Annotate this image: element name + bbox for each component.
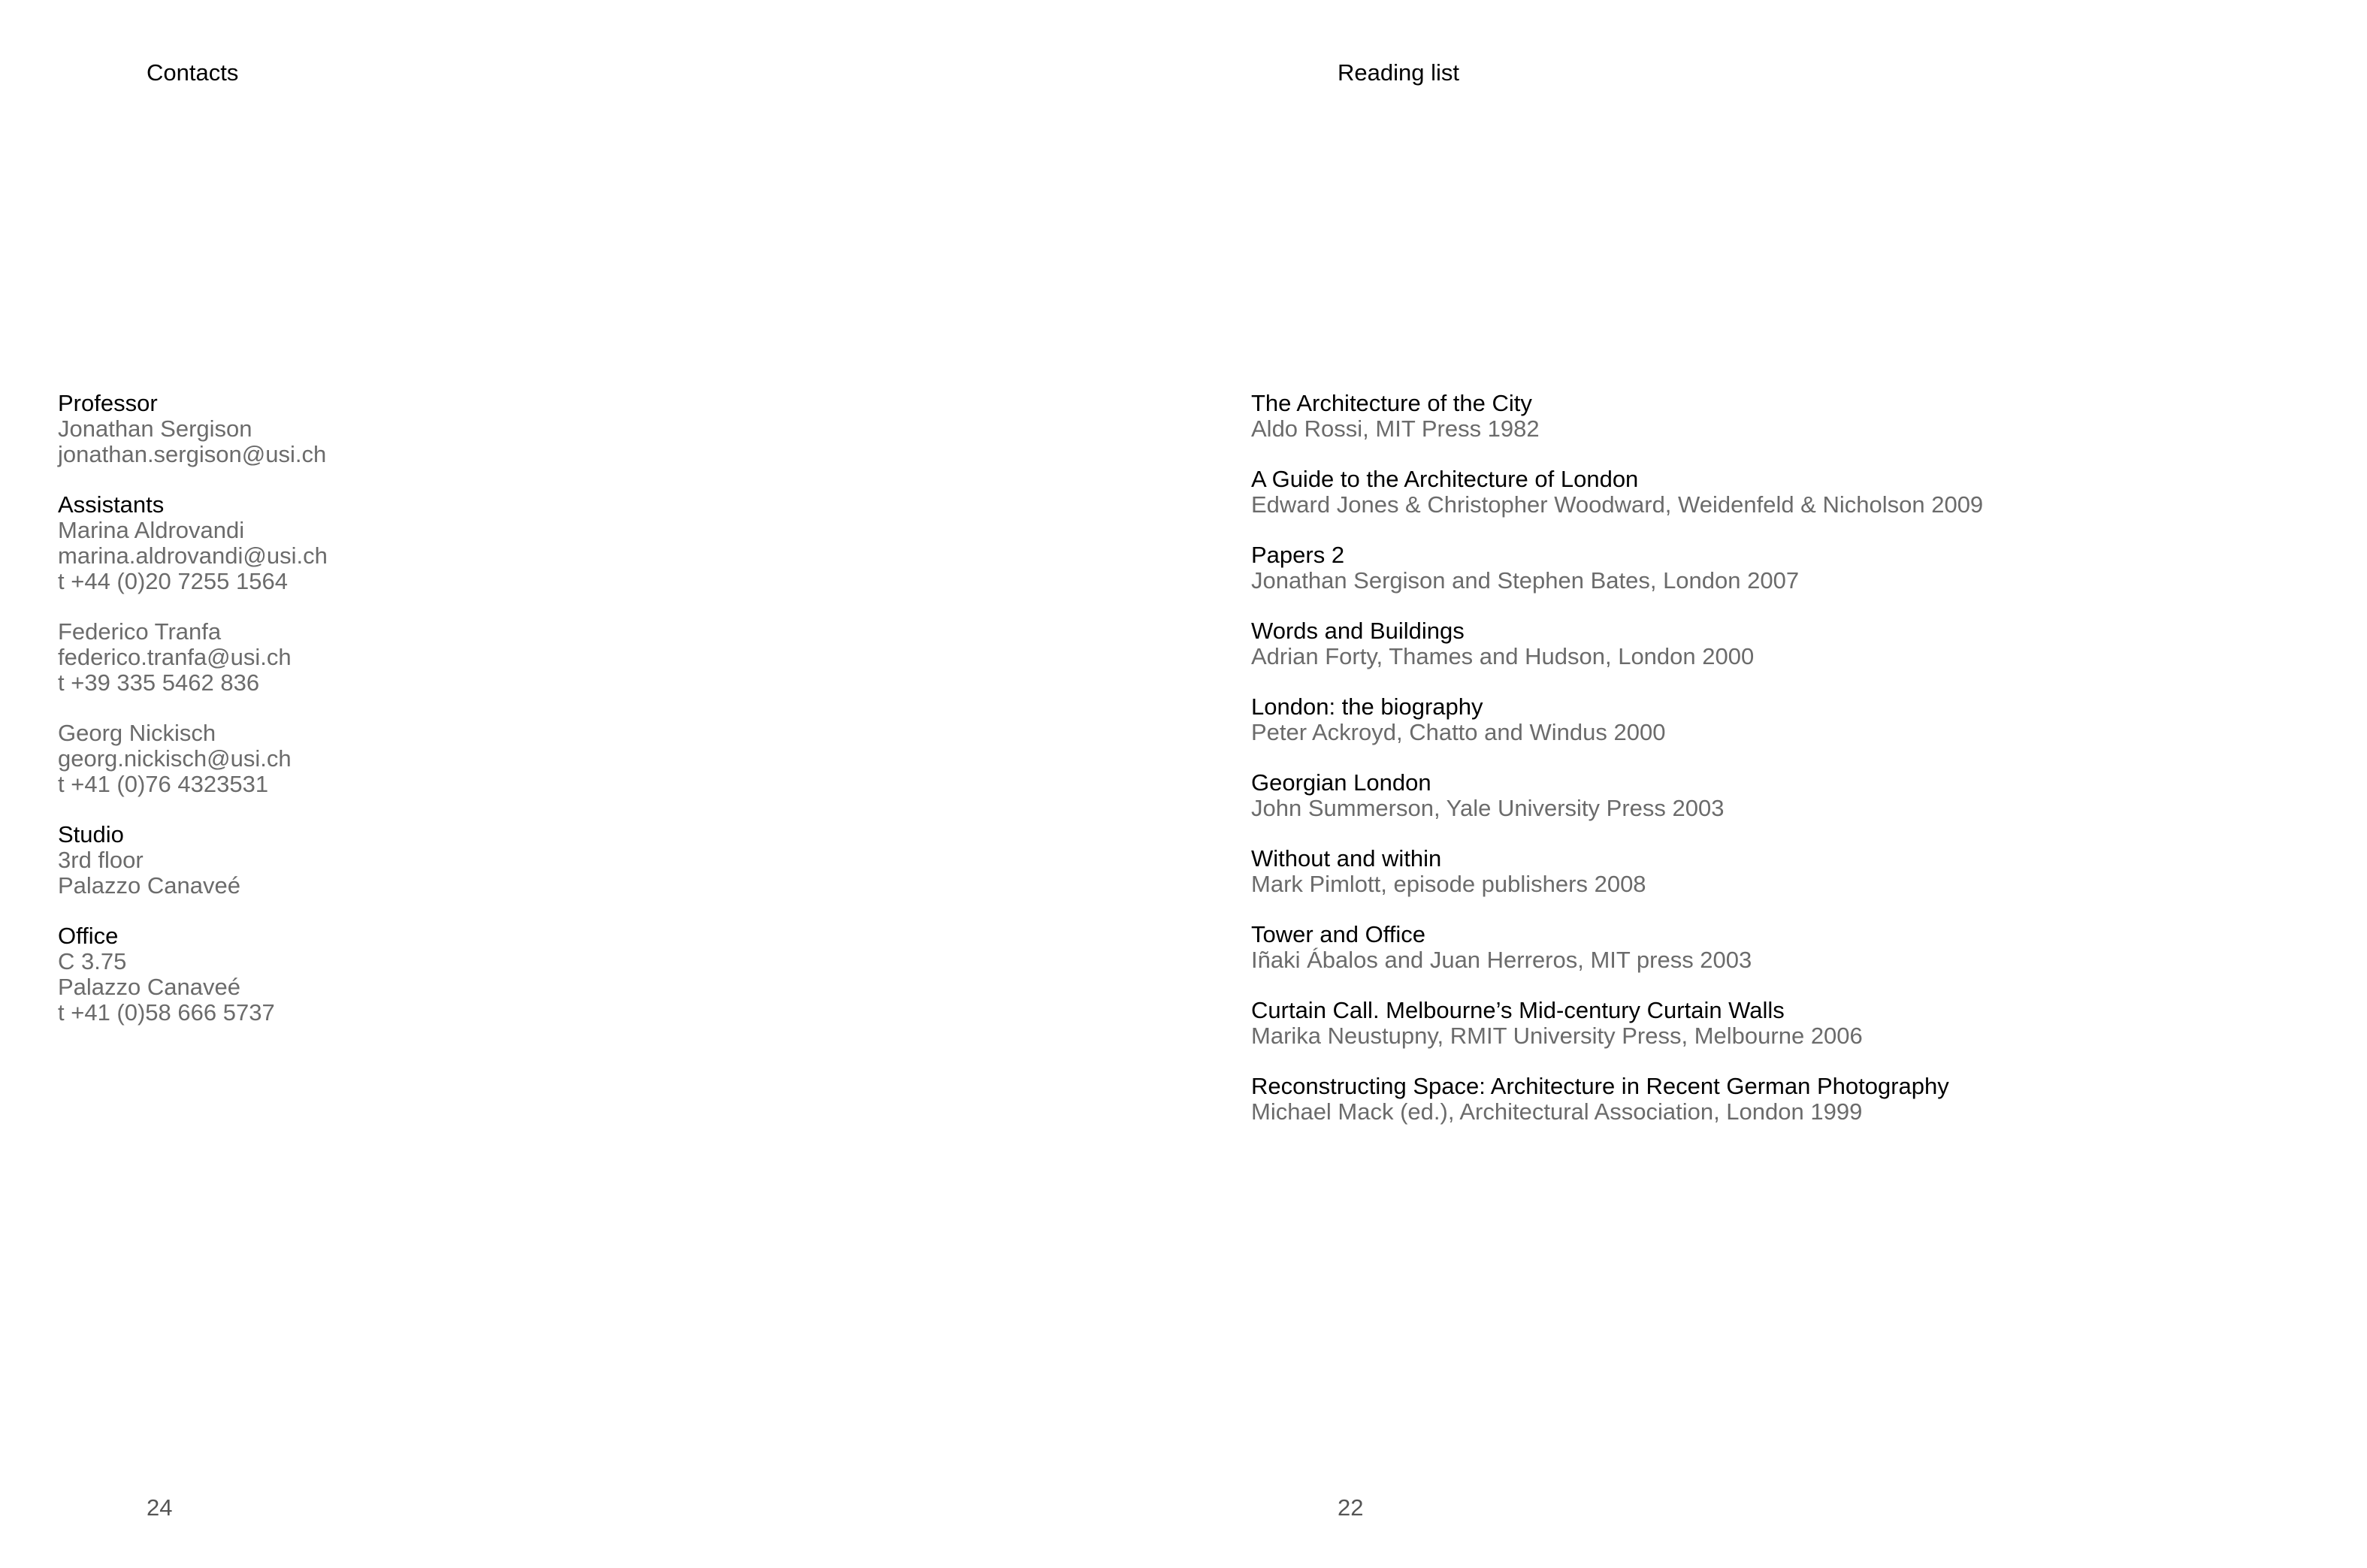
contact-label: Studio <box>58 821 124 847</box>
reading-list-item <box>1251 618 1983 669</box>
book-details: John Summerson, Yale University Press 2003 <box>1251 795 1725 821</box>
book-details: Adrian Forty, Thames and Hudson, London 2000 <box>1251 643 1755 669</box>
book-title: A Guide to the Architecture of London <box>1251 466 1639 492</box>
right-page <box>1184 0 2367 1568</box>
contact-block-assistant-2 <box>58 619 328 696</box>
reading-list-item <box>1251 391 1983 442</box>
book-title: Georgian London <box>1251 769 1431 796</box>
book-title: Words and Buildings <box>1251 618 1465 644</box>
page-number-left: 24 <box>147 1494 173 1521</box>
contact-email[interactable]: marina.aldrovandi@usi.ch <box>58 542 328 569</box>
book-title: Papers 2 <box>1251 542 1345 568</box>
book-details: Michael Mack (ed.), Architectural Association, London 1999 <box>1251 1098 1863 1125</box>
running-head-contacts: Contacts <box>147 59 239 86</box>
book-title: Reconstructing Space: Architecture in Recent German Photography <box>1251 1073 1949 1099</box>
book-title: The Architecture of the City <box>1251 390 1532 416</box>
book-details: Jonathan Sergison and Stephen Bates, London 2007 <box>1251 567 1800 594</box>
book-details: Iñaki Ábalos and Juan Herreros, MIT press 2003 <box>1251 947 1752 973</box>
contact-email[interactable]: jonathan.sergison@usi.ch <box>58 441 327 467</box>
contact-name: Federico Tranfa <box>58 618 222 645</box>
reading-list-item <box>1251 770 1983 821</box>
contact-name: Marina Aldrovandi <box>58 517 245 543</box>
reading-list-item <box>1251 694 1983 745</box>
contact-email[interactable]: georg.nickisch@usi.ch <box>58 745 292 772</box>
contact-block-office <box>58 923 328 1026</box>
reading-list-item <box>1251 998 1983 1049</box>
studio-floor: 3rd floor <box>58 847 144 873</box>
reading-list-item <box>1251 922 1983 973</box>
reading-list-item <box>1251 846 1983 897</box>
contact-phone: t +44 (0)20 7255 1564 <box>58 568 288 594</box>
reading-list <box>1251 391 1983 1150</box>
book-details: Marika Neustupny, RMIT University Press, Melbourne 2006 <box>1251 1023 1863 1049</box>
contact-block-professor <box>58 391 328 467</box>
page-number-right: 22 <box>1338 1494 1364 1521</box>
contact-name: Jonathan Sergison <box>58 415 252 442</box>
contact-label: Assistants <box>58 491 165 518</box>
contact-block-assistant-3 <box>58 721 328 797</box>
book-details: Peter Ackroyd, Chatto and Windus 2000 <box>1251 719 1666 745</box>
reading-list-item <box>1251 542 1983 594</box>
contact-label: Professor <box>58 390 158 416</box>
book-details: Edward Jones & Christopher Woodward, Weidenfeld & Nicholson 2009 <box>1251 491 1984 518</box>
office-building: Palazzo Canaveé <box>58 974 240 1000</box>
book-title: Without and within <box>1251 845 1442 872</box>
book-title: Curtain Call. Melbourne’s Mid-century Curtain Walls <box>1251 997 1785 1023</box>
office-phone: t +41 (0)58 666 5737 <box>58 999 275 1026</box>
contact-block-studio <box>58 822 328 899</box>
contacts-list <box>58 391 328 1050</box>
running-head-reading-list: Reading list <box>1338 59 1459 86</box>
book-details: Aldo Rossi, MIT Press 1982 <box>1251 415 1540 442</box>
reading-list-item <box>1251 1074 1983 1125</box>
contact-phone: t +41 (0)76 4323531 <box>58 771 269 797</box>
book-details: Mark Pimlott, episode publishers 2008 <box>1251 871 1646 897</box>
book-title: London: the biography <box>1251 693 1483 720</box>
contact-email[interactable]: federico.tranfa@usi.ch <box>58 644 292 670</box>
contact-name: Georg Nickisch <box>58 720 216 746</box>
contact-label: Office <box>58 923 119 949</box>
contact-phone: t +39 335 5462 836 <box>58 669 260 696</box>
contact-block-assistants <box>58 492 328 594</box>
reading-list-item <box>1251 467 1983 518</box>
book-title: Tower and Office <box>1251 921 1426 947</box>
studio-building: Palazzo Canaveé <box>58 872 240 899</box>
office-room: C 3.75 <box>58 948 127 974</box>
